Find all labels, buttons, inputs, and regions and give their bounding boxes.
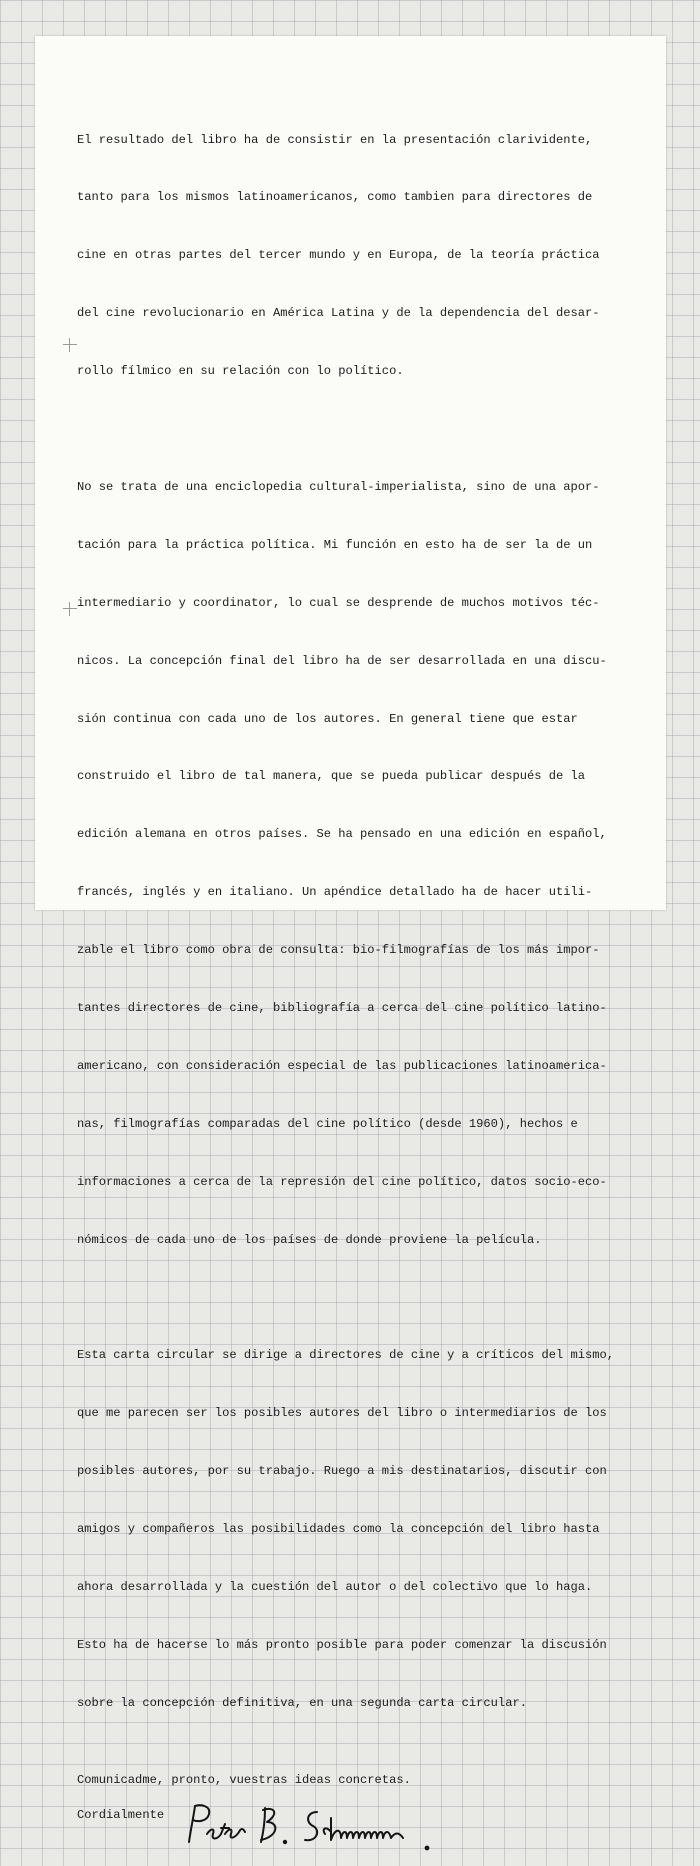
- text-line: Esta carta circular se dirige a directores de cine y a críticos del mismo,: [77, 1348, 615, 1363]
- closing-word: Cordialmente: [77, 1808, 165, 1823]
- paragraph-1: [77, 92, 649, 420]
- handwritten-signature: [181, 1798, 441, 1858]
- greeting-line: Comunicadme, pronto, vuestras ideas concretas.: [77, 1772, 411, 1787]
- text-line: tanto para los mismos latinoamericanos, como tambien para directores de: [77, 190, 593, 205]
- text-line: ahora desarrollada y la cuestión del autor o del colectivo que lo haga.: [77, 1579, 593, 1594]
- text-line: nómicos de cada uno de los países de donde proviene la película.: [77, 1232, 542, 1247]
- closing-block: [77, 1806, 649, 1866]
- letter-body: [77, 92, 649, 1866]
- text-line: rollo fílmico en su relación con lo político.: [77, 364, 404, 379]
- text-line: posibles autores, por su trabajo. Ruego a mis destinatarios, discutir con: [77, 1464, 607, 1479]
- text-line: zable el libro como obra de consulta: bio-filmografías de los más impor-: [77, 943, 600, 958]
- text-line: informaciones a cerca de la represión del cine político, datos socio-eco-: [77, 1174, 607, 1189]
- text-line: del cine revolucionario en América Latina y de la dependencia del desar-: [77, 306, 600, 321]
- text-line: construido el libro de tal manera, que se pueda publicar después de la: [77, 769, 586, 784]
- paragraph-2: [77, 439, 649, 1288]
- text-line: tantes directores de cine, bibliografía a cerca del cine político latino-: [77, 1000, 607, 1015]
- text-line: amigos y compañeros las posibilidades como la concepción del libro hasta: [77, 1521, 600, 1536]
- punch-hole-mark-bottom: [63, 602, 77, 616]
- text-line: americano, con consideración especial de las publicaciones latinoamerica-: [77, 1058, 607, 1073]
- text-line: nas, filmografías comparadas del cine político (desde 1960), hechos e: [77, 1116, 578, 1131]
- text-line: francés, inglés y en italiano. Un apéndice detallado ha de hacer utili-: [77, 885, 593, 900]
- text-line: edición alemana en otros países. Se ha pensado en una edición en español,: [77, 827, 607, 842]
- text-line: nicos. La concepción final del libro ha de ser desarrollada en una discu-: [77, 653, 607, 668]
- paragraph-3: [77, 1308, 649, 1752]
- text-line: tación para la práctica política. Mi función en esto ha de ser la de un: [77, 537, 593, 552]
- text-line: El resultado del libro ha de consistir en la presentación clarividente,: [77, 132, 593, 147]
- text-line: No se trata de una enciclopedia cultural-imperialista, sino de una apor-: [77, 479, 600, 494]
- text-line: Esto ha de hacerse lo más pronto posible para poder comenzar la discusión: [77, 1637, 607, 1652]
- text-line: sobre la concepción definitiva, en una segunda carta circular.: [77, 1695, 527, 1710]
- letter-sheet: [35, 36, 666, 1823]
- text-line: sión continua con cada uno de los autores. En general tiene que estar: [77, 711, 578, 726]
- text-line: que me parecen ser los posibles autores del libro o intermediarios de los: [77, 1406, 607, 1421]
- text-line: intermediario y coordinator, lo cual se desprende de muchos motivos téc-: [77, 595, 600, 610]
- punch-hole-mark-top: [63, 338, 77, 352]
- text-line: cine en otras partes del tercer mundo y en Europa, de la teoría práctica: [77, 248, 600, 263]
